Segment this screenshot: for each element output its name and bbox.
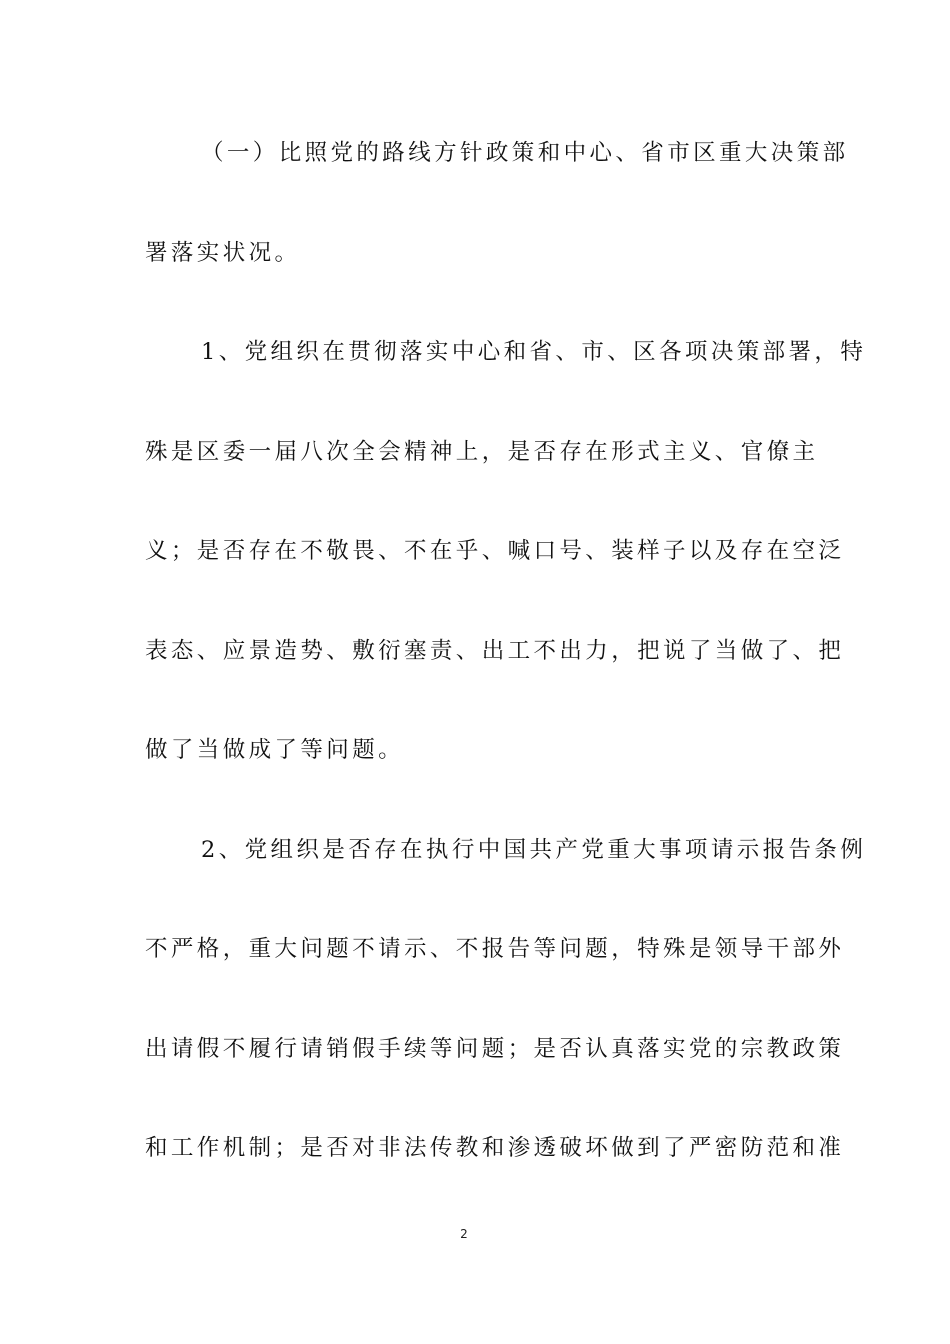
section-heading-line-1: （一）比照党的路线方针政策和中心、省市区重大决策部	[201, 140, 849, 166]
paragraph-1-line-1: 1、党组织在贯彻落实中心和省、市、区各项决策部署，特	[201, 339, 867, 365]
paragraph-2-line-3: 出请假不履行请销假手续等问题；是否认真落实党的宗教政策	[145, 1035, 845, 1062]
paragraph-2-line-1: 2、党组织是否存在执行中国共产党重大事项请示报告条例	[201, 836, 867, 863]
paragraph-1-line-5: 做了当做成了等问题。	[145, 737, 405, 763]
section-heading-line-2: 署落实状况。	[145, 239, 301, 266]
paragraph-1-line-3: 义；是否存在不敬畏、不在乎、喊口号、装样子以及存在空泛	[145, 538, 845, 564]
paragraph-2-line-4: 和工作机制；是否对非法传教和渗透破坏做到了严密防范和准	[145, 1135, 845, 1161]
page-number: 2	[460, 1227, 468, 1241]
paragraph-1-line-2: 殊是区委一届八次全会精神上，是否存在形式主义、官僚主	[145, 438, 819, 465]
paragraph-1-line-4: 表态、应景造势、敷衍塞责、出工不出力，把说了当做了、把	[145, 637, 845, 664]
paragraph-2-line-2: 不严格，重大问题不请示、不报告等问题，特殊是领导干部外	[145, 936, 845, 962]
body-text	[145, 128, 867, 1223]
